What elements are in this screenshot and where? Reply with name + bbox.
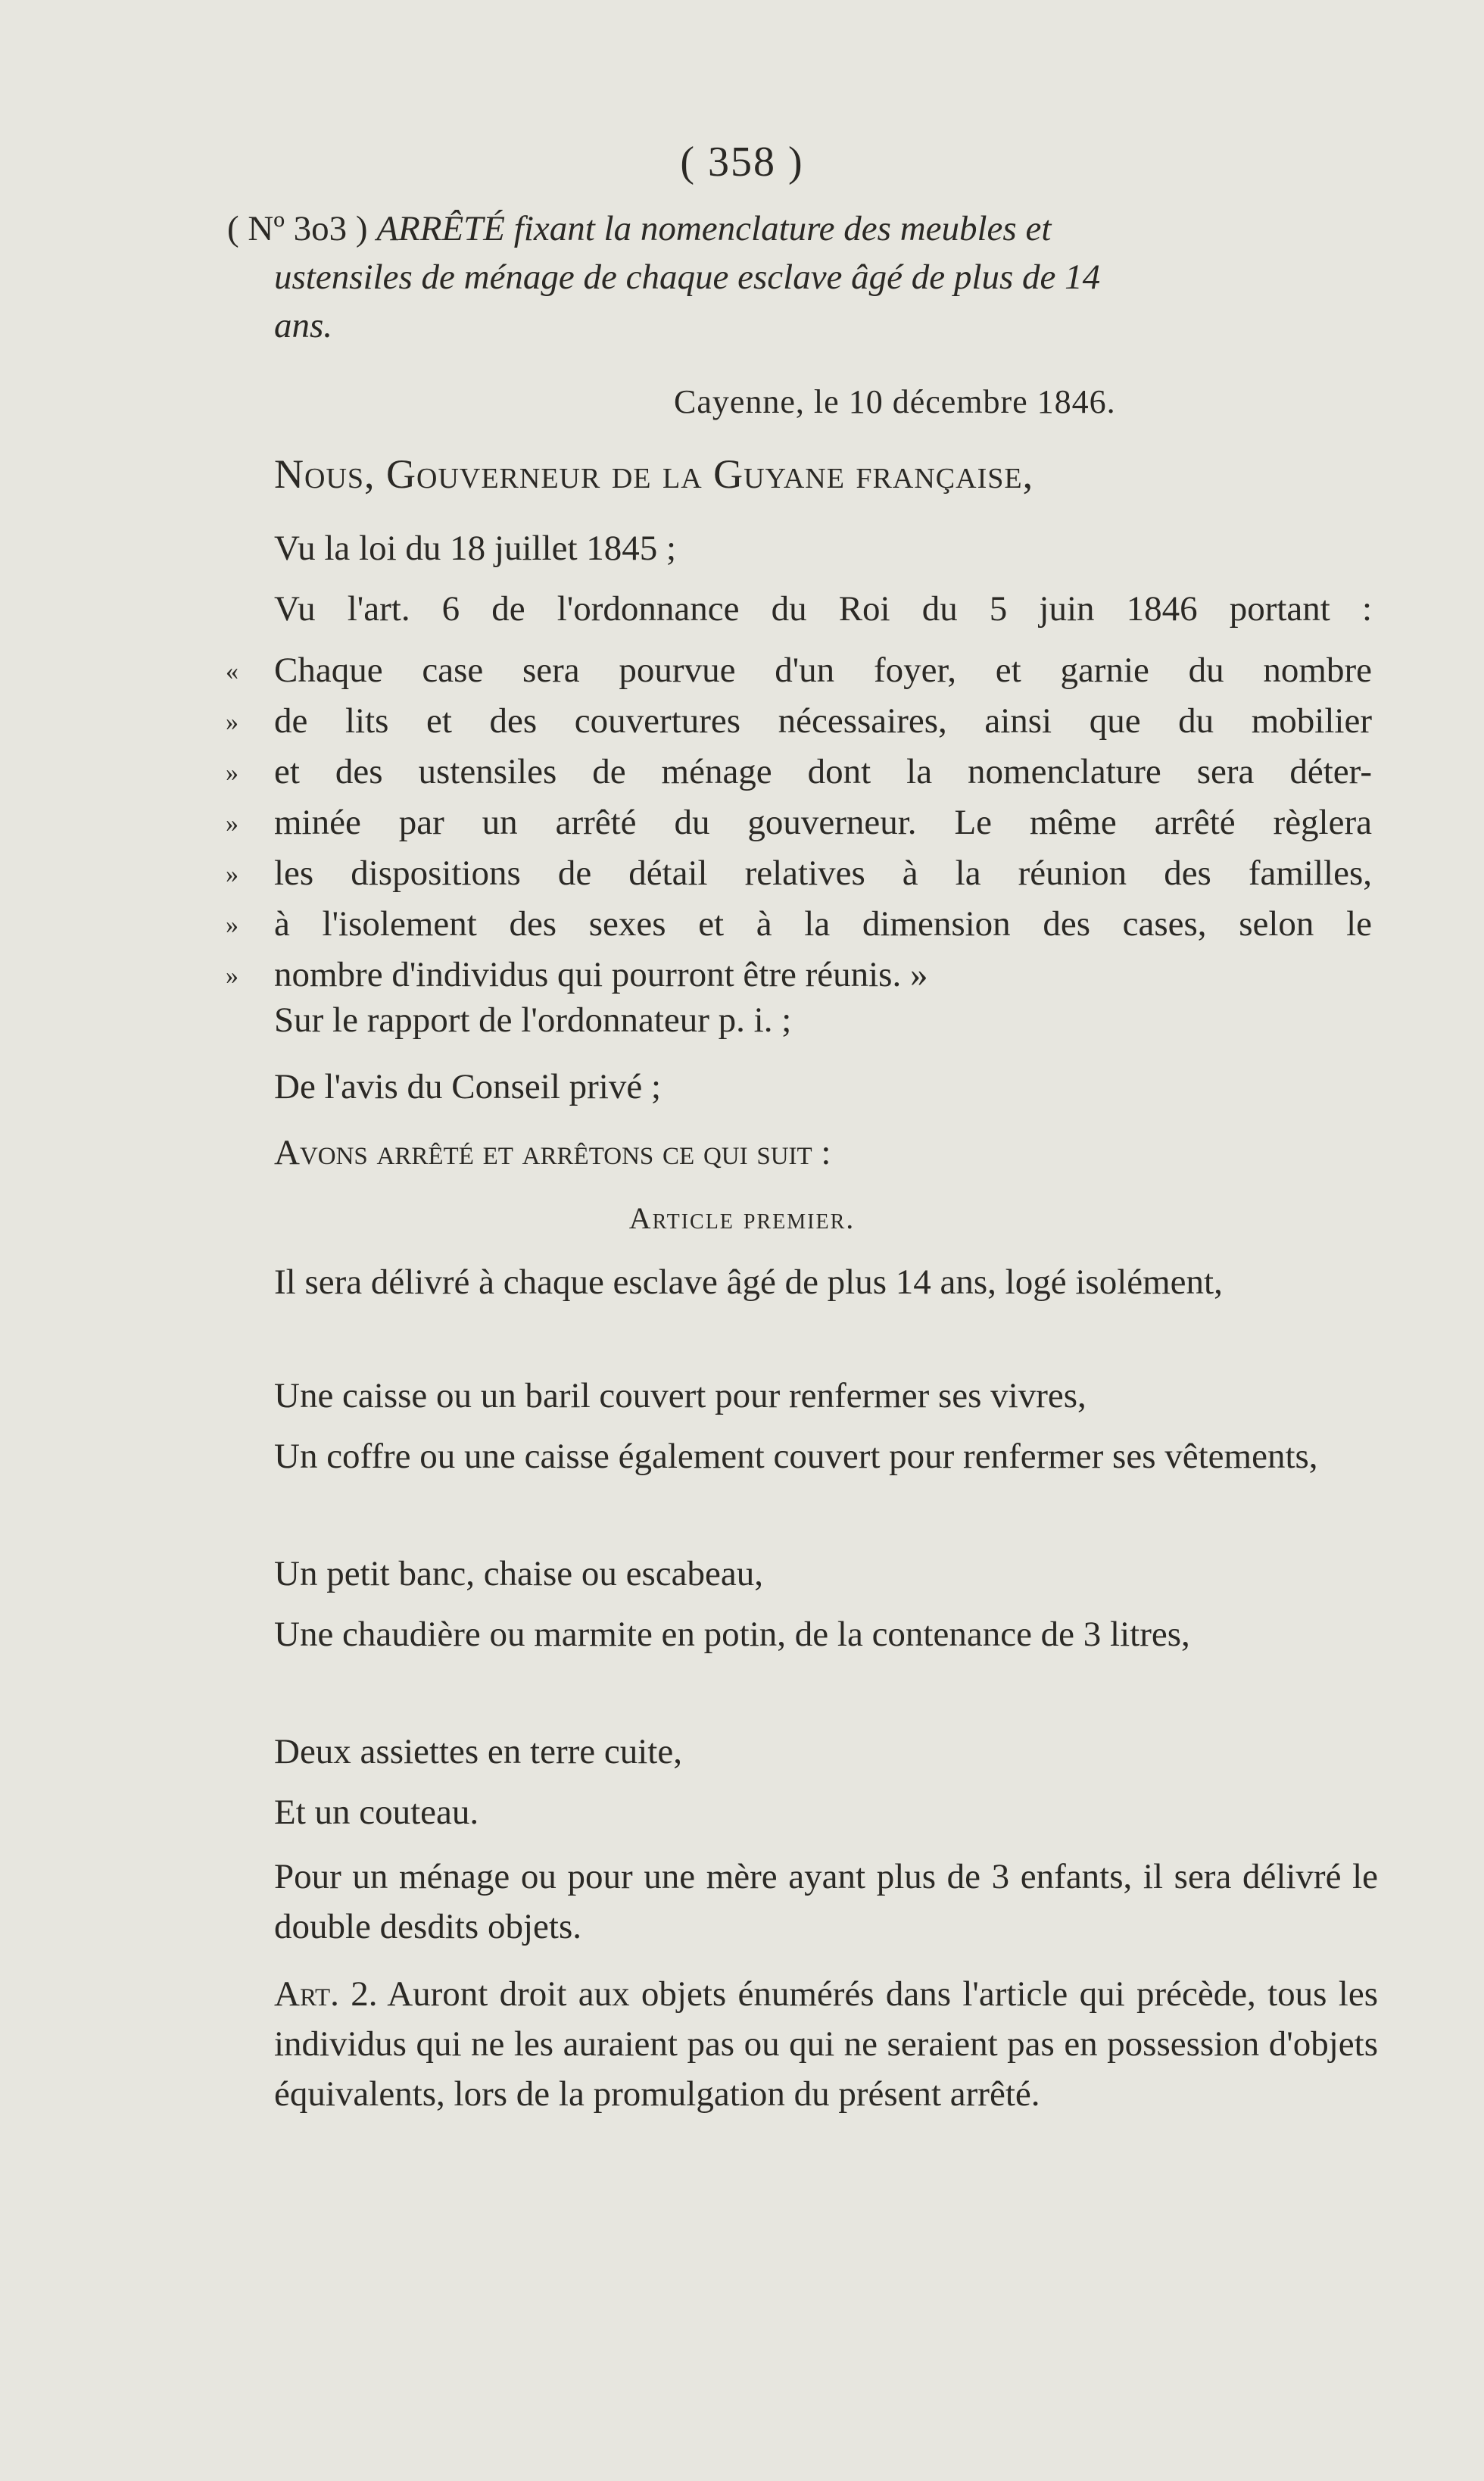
quote-line: nombre d'individus qui pourront être réunis. » (274, 955, 928, 994)
quote-line: les dispositions de détail relatives à la réunion des familles, (274, 854, 1372, 893)
article1-p7: Et un couteau. (274, 1793, 479, 1832)
title-line-3: ans. (274, 306, 333, 345)
article2 (227, 1969, 1378, 2119)
decree-number: ( Nº 3o3 ) (227, 209, 368, 248)
article1-p4: Un petit banc, chaise ou escabeau, (274, 1554, 763, 1593)
preamble-loi: Vu la loi du 18 juillet 1845 ; (274, 529, 677, 568)
quote-line: et des ustensiles de ménage dont la nomenclature sera déter- (274, 752, 1372, 791)
title-line-2: ustensiles de ménage de chaque esclave âgé de plus de 14 (274, 257, 1101, 297)
quote-line: Chaque case sera pourvue d'un foyer, et garnie du nombre (274, 651, 1372, 690)
article2-text: Auront droit aux objets énumérés dans l'article qui précède, tous les individus qui ne les auraient pas ou qui ne seraient pas en possession d'objets équivalents, lors de la promulgation du présent arrêté. (274, 1974, 1378, 2114)
quote-mark: » (226, 759, 238, 787)
preamble-avons: Avons arrêté et arrêtons ce qui suit : (274, 1133, 831, 1172)
article-heading: Article premier. (628, 1201, 856, 1235)
quote-mark: » (226, 962, 238, 990)
title-line-1: ARRÊTÉ fixant la nomenclature des meubles et (376, 209, 1052, 248)
preamble-nous: Nous, Gouverneur de la Guyane française, (274, 451, 1034, 497)
article2-label: Art. 2. (274, 1974, 378, 2014)
quote-mark: » (226, 911, 238, 939)
decree-date: Cayenne, le 10 décembre 1846. (674, 383, 1116, 420)
preamble-ordonnance: Vu l'art. 6 de l'ordonnance du Roi du 5 juin 1846 portant : (274, 589, 1372, 629)
quote-mark: » (226, 860, 238, 888)
article1-p3: Un coffre ou une caisse également couvert pour renfermer ses vêtements, (274, 1437, 1318, 1476)
title-block (227, 204, 1378, 350)
quote-mark: » (226, 708, 238, 736)
article1-p1: Il sera délivré à chaque esclave âgé de plus 14 ans, logé isolément, (274, 1262, 1223, 1302)
preamble-avis: De l'avis du Conseil privé ; (274, 1067, 662, 1106)
quote-line: de lits et des couvertures nécessaires, ainsi que du mobilier (274, 701, 1372, 741)
article1-p6: Deux assiettes en terre cuite, (274, 1732, 682, 1771)
page-number: ( 358 ) (680, 139, 804, 186)
article1-p2: Une caisse ou un baril couvert pour renfermer ses vivres, (274, 1376, 1086, 1415)
quote-mark: » (226, 810, 238, 838)
preamble-rapport: Sur le rapport de l'ordonnateur p. i. ; (274, 1000, 792, 1040)
quote-mark: « (226, 657, 238, 685)
article1-p8: Pour un ménage ou pour une mère ayant plus de 3 enfants, il sera délivré le double desdits objets. (274, 1857, 1378, 1946)
article1-p5: Une chaudière ou marmite en potin, de la contenance de 3 litres, (274, 1615, 1190, 1654)
quote-line: minée par un arrêté du gouverneur. Le même arrêté règlera (274, 803, 1372, 842)
quote-line: à l'isolement des sexes et à la dimension des cases, selon le (274, 904, 1372, 944)
